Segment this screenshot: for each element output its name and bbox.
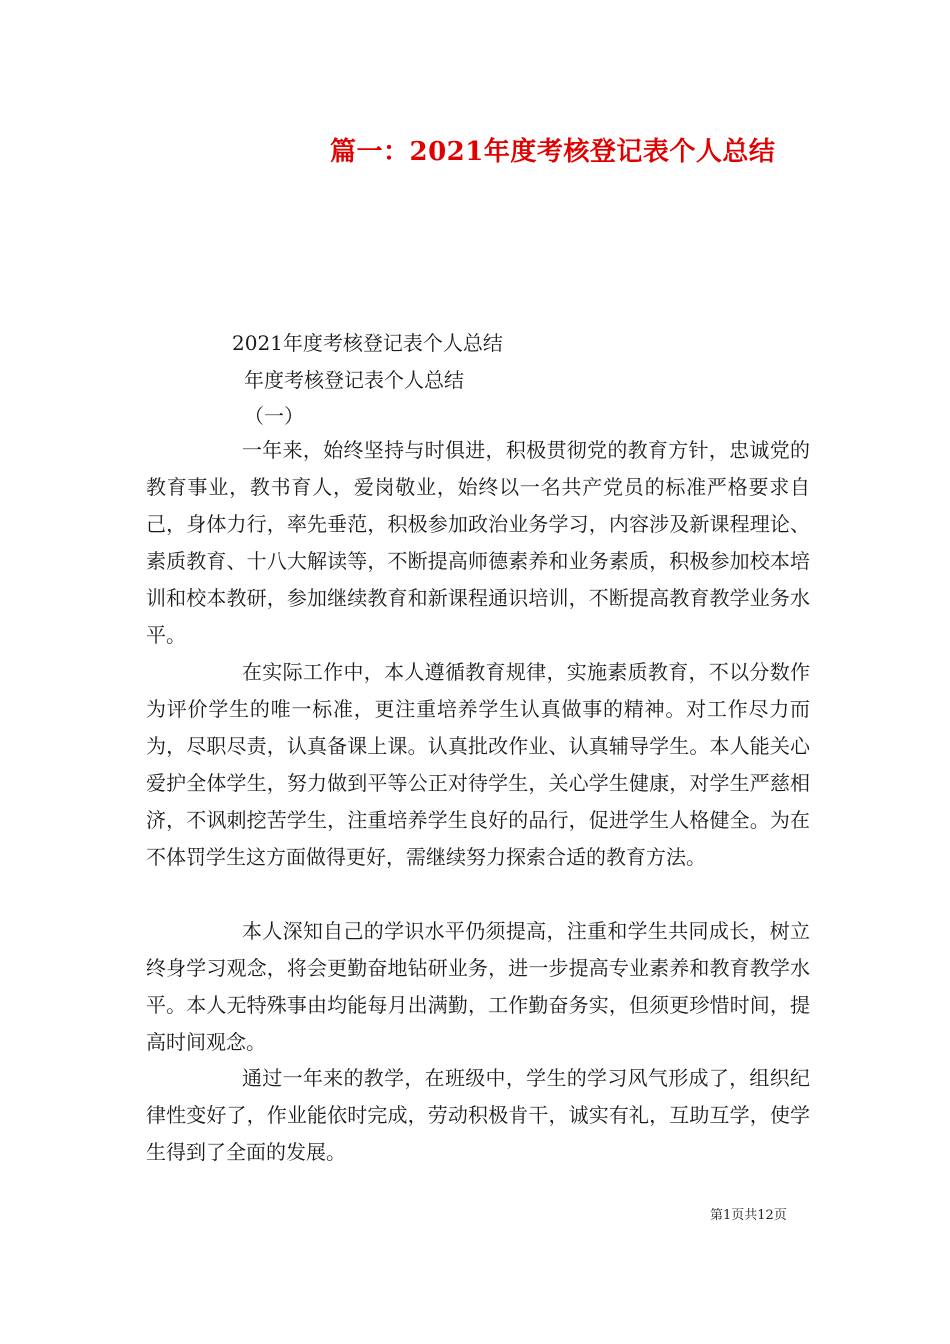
section-marker: （一） (244, 404, 304, 428)
body-paragraph: 在实际工作中，本人遵循教育规律，实施素质教育，不以分数作为评价学生的唯一标准，更注重培养学生认真做事的精神。对工作尽力而为，尽职尽责，认真备课上课。认真批改作业、认真辅导学生。本人能关心爱护全体学生，努力做到平等公正对待学生，关心学生健康，对学生严慈相济，不讽刺挖苦学生，注重培养学生良好的品行，促进学生人格健全。为在不体罚学生这方面做得更好，需继续努力探索合适的教育方法。 (146, 660, 810, 869)
body-paragraph: 一年来，始终坚持与时俱进，积极贯彻党的教育方针，忠诚党的教育事业，教书育人，爱岗敬业，始终以一名共产党员的标准严格要求自己，身体力行，率先垂范，积极参加政治业务学习，内容涉及新课程理论、素质教育、十八大解读等，不断提高师德素养和业务素质，积极参加校本培训和校本教研，参加继续教育和新课程通识培训，不断提高教育教学业务水平。 (146, 438, 810, 647)
document-subheading: 年度考核登记表个人总结 (244, 368, 464, 392)
body-paragraph: 通过一年来的教学，在班级中，学生的学习风气形成了，组织纪律性变好了，作业能依时完成，劳动积极肯干，诚实有礼，互助互学，使学生得到了全面的发展。 (146, 1066, 810, 1164)
document-heading: 2021年度考核登记表个人总结 (232, 331, 503, 355)
body-paragraph: 本人深知自己的学识水平仍须提高，注重和学生共同成长，树立终身学习观念，将会更勤奋地钻研业务，进一步提高专业素养和教育教学水平。本人无特殊事由均能每月出满勤，工作勤奋务实，但须更珍惜时间，提高时间观念。 (146, 919, 810, 1054)
page-title: 篇一：2021年度考核登记表个人总结 (330, 137, 776, 167)
page-number-footer: 第1页共12页 (710, 1208, 787, 1223)
